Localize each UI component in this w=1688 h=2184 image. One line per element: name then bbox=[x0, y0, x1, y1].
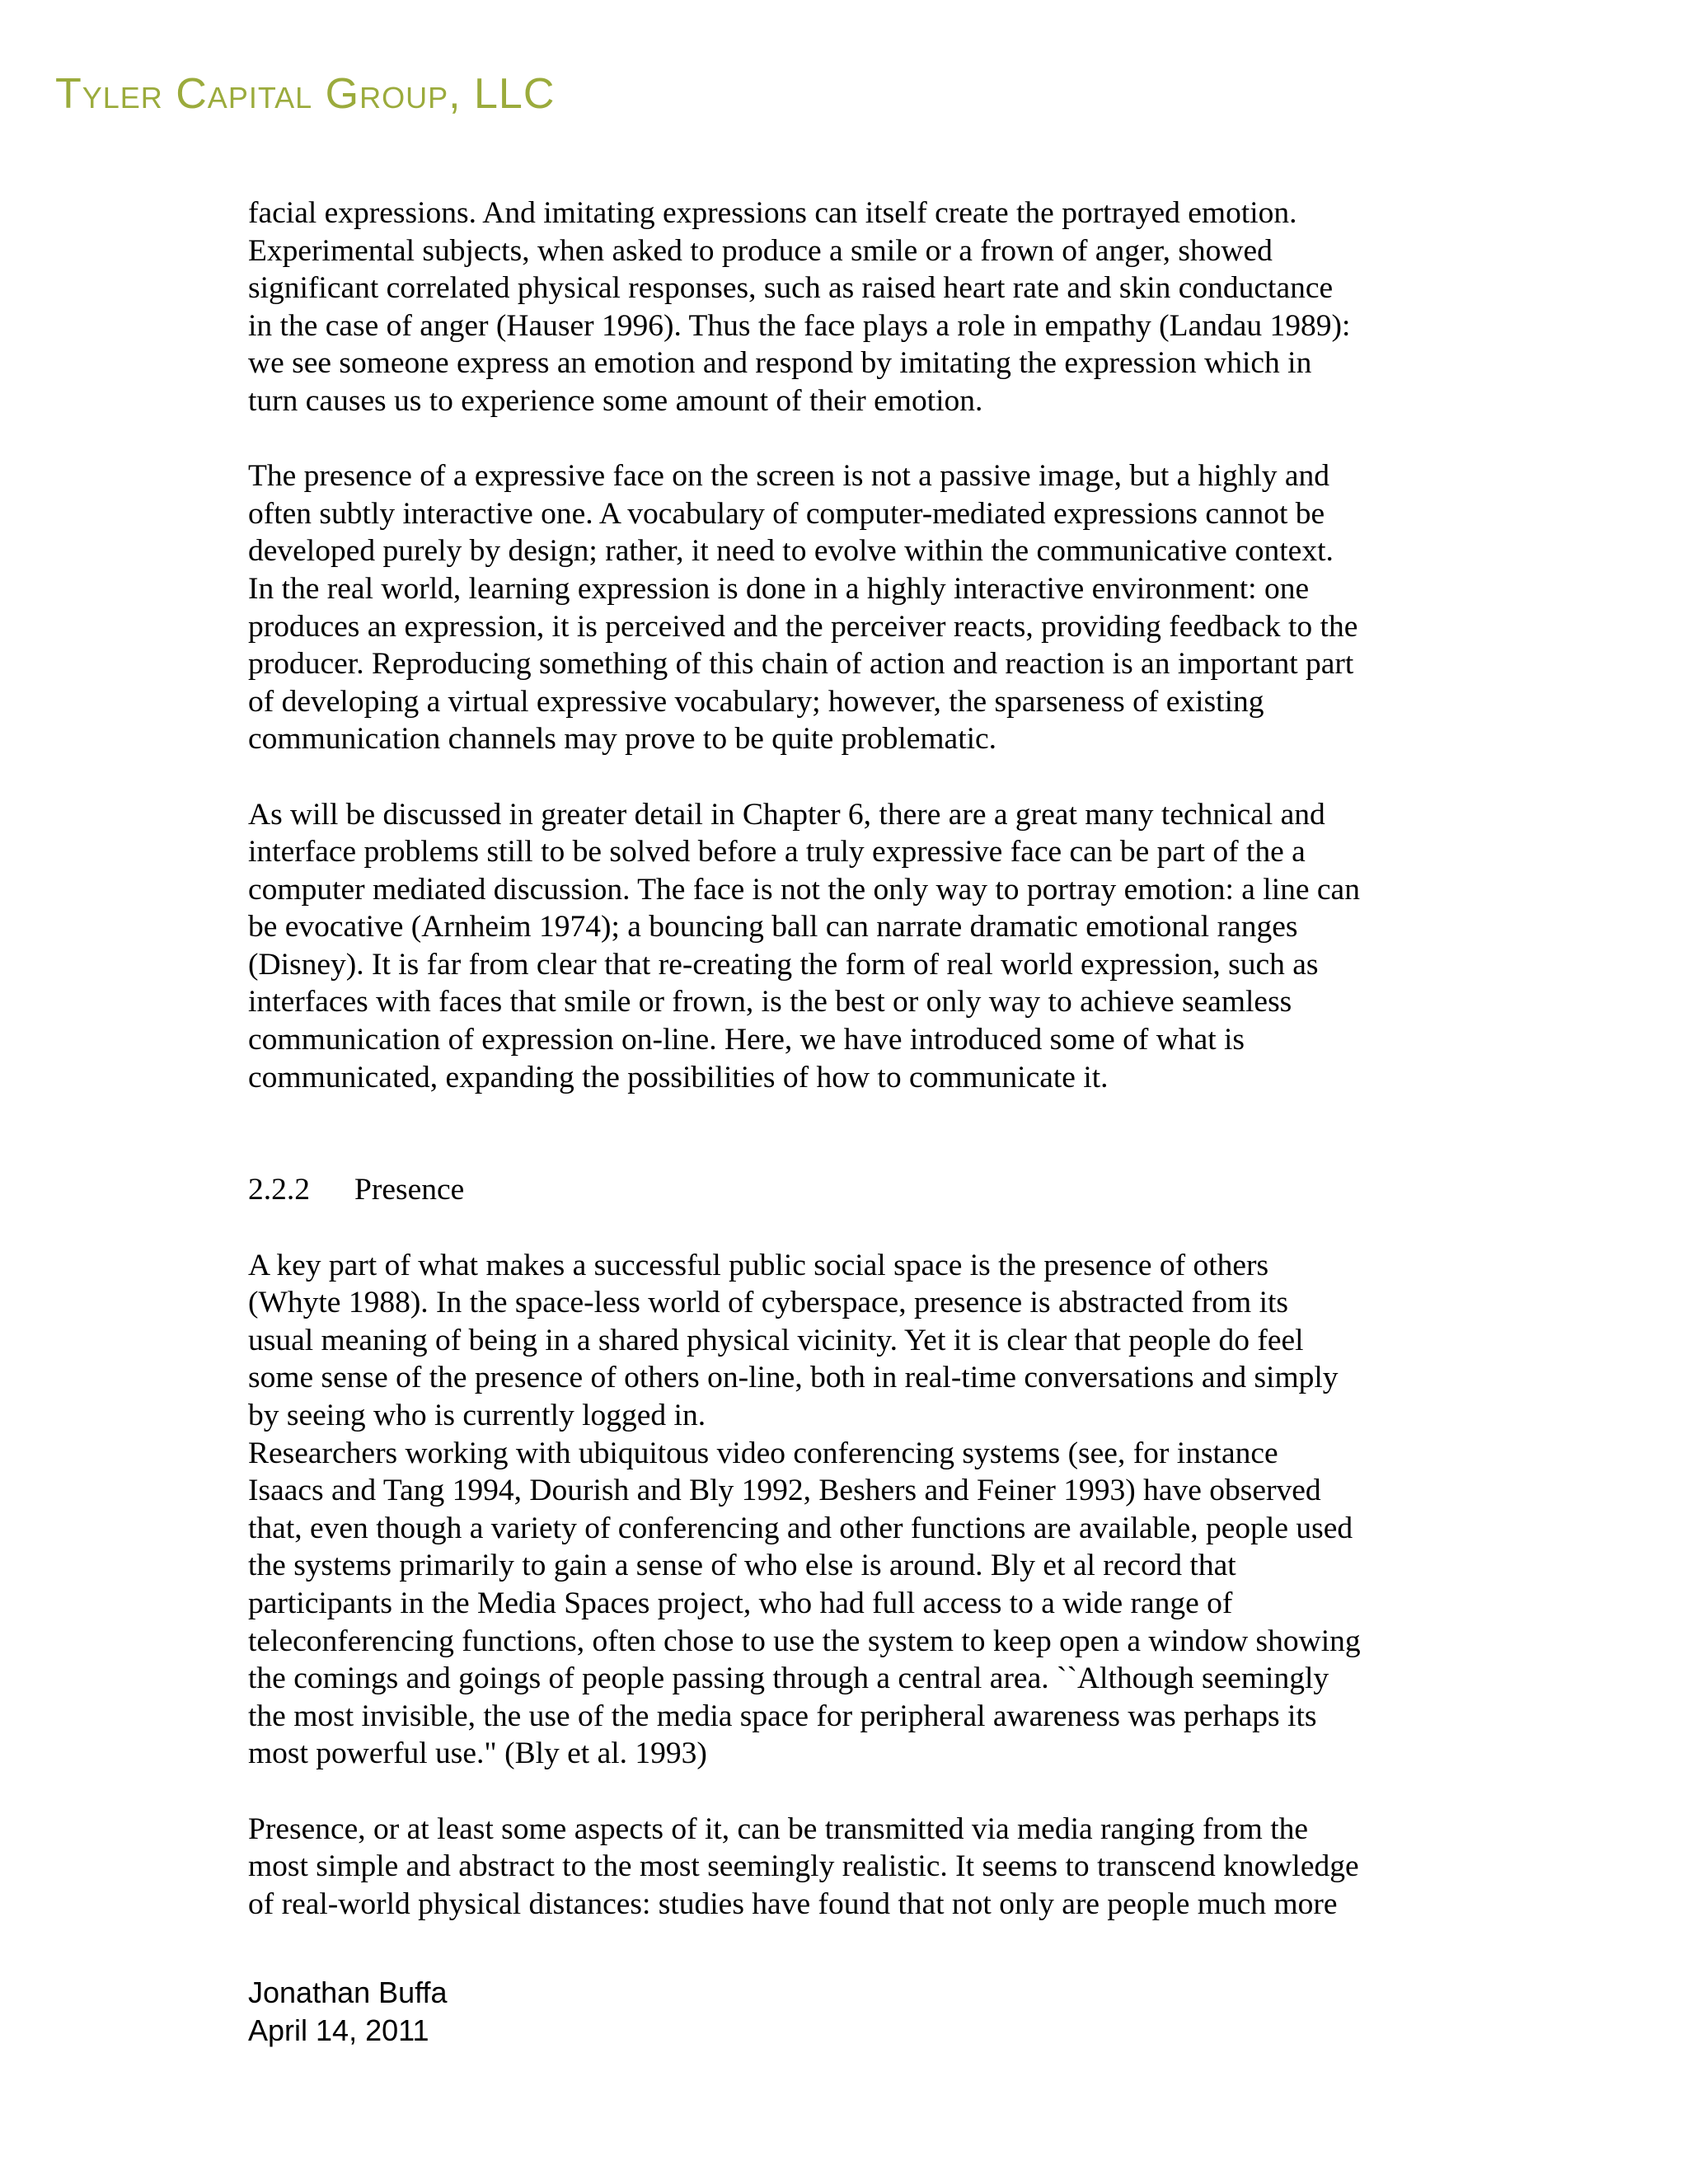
text-line: developed purely by design; rather, it need to evolve within the communicative context. bbox=[248, 534, 1334, 569]
page-footer bbox=[248, 1974, 448, 2050]
text-line: by seeing who is currently logged in. bbox=[248, 1399, 706, 1432]
paragraph-expressive-face bbox=[248, 457, 1435, 758]
text-line: interface problems still to be solved before a truly expressive face can be part of the a bbox=[248, 835, 1306, 869]
text-line: producer. Reproducing something of this chain of action and reaction is an important part bbox=[248, 647, 1354, 682]
text-line: of real-world physical distances: studies have found that not only are people much more bbox=[248, 1886, 1338, 1921]
text-line: turn causes us to experience some amount of their emotion. bbox=[248, 383, 983, 418]
section-heading bbox=[248, 1134, 1435, 1209]
text-line: In the real world, learning expression is done in a highly interactive environment: one bbox=[248, 571, 1310, 606]
text-line: in the case of anger (Hauser 1996). Thus the face plays a role in empathy (Landau 1989): bbox=[248, 308, 1351, 343]
text-line: computer mediated discussion. The face is not the only way to portray emotion: a line can bbox=[248, 872, 1360, 907]
text-line: communication of expression on-line. Here, we have introduced some of what is bbox=[248, 1023, 1245, 1057]
text-line: significant correlated physical responses, such as raised heart rate and skin conductance bbox=[248, 271, 1334, 306]
text-line: teleconferencing functions, often chose to use the system to keep open a window showing bbox=[248, 1624, 1361, 1658]
document-date: April 14, 2011 bbox=[248, 2013, 429, 2047]
text-line: A key part of what makes a successful public social space is the presence of others bbox=[248, 1248, 1269, 1282]
paragraph-video-conferencing bbox=[248, 1435, 1435, 1773]
text-line: some sense of the presence of others on-line, both in real-time conversations and simply bbox=[248, 1361, 1339, 1395]
text-line: the comings and goings of people passing through a central area. ``Although seemingly bbox=[248, 1661, 1329, 1696]
text-line: Presence, or at least some aspects of it, can be transmitted via media ranging from the bbox=[248, 1811, 1309, 1846]
text-line: often subtly interactive one. A vocabulary of computer-mediated expressions cannot be bbox=[248, 496, 1325, 531]
text-line: As will be discussed in greater detail in Chapter 6, there are a great many technical and bbox=[248, 797, 1325, 832]
paragraph-presence-intro bbox=[248, 1247, 1435, 1435]
author-name: Jonathan Buffa bbox=[248, 1975, 448, 2009]
paragraph-facial-expressions bbox=[248, 194, 1435, 420]
text-line: interfaces with faces that smile or frown, is the best or only way to achieve seamless bbox=[248, 985, 1292, 1019]
text-line: Experimental subjects, when asked to produce a smile or a frown of anger, showed bbox=[248, 233, 1273, 268]
text-line: Isaacs and Tang 1994, Dourish and Bly 1992, Beshers and Feiner 1993) have observed bbox=[248, 1474, 1321, 1508]
text-line: the most invisible, the use of the media space for peripheral awareness was perhaps its bbox=[248, 1699, 1317, 1733]
paragraph-chapter-6 bbox=[248, 796, 1435, 1097]
paragraph-presence-media bbox=[248, 1811, 1435, 1924]
text-line: (Whyte 1988). In the space-less world of cyberspace, presence is abstracted from its bbox=[248, 1286, 1289, 1320]
text-line: most powerful use." (Bly et al. 1993) bbox=[248, 1736, 707, 1771]
text-line: of developing a virtual expressive vocabulary; however, the sparseness of existing bbox=[248, 684, 1264, 719]
text-line: produces an expression, it is perceived and the perceiver reacts, providing feedback to the bbox=[248, 609, 1358, 644]
text-line: the systems primarily to gain a sense of who else is around. Bly et al record that bbox=[248, 1549, 1236, 1583]
text-line: (Disney). It is far from clear that re-creating the form of real world expression, such as bbox=[248, 947, 1319, 982]
text-line: facial expressions. And imitating expressions can itself create the portrayed emotion. bbox=[248, 196, 1297, 230]
text-line: that, even though a variety of conferencing and other functions are available, people used bbox=[248, 1511, 1353, 1545]
text-line: Researchers working with ubiquitous video conferencing systems (see, for instance bbox=[248, 1436, 1278, 1470]
document-body bbox=[248, 194, 1435, 1961]
section-title: Presence bbox=[354, 1173, 465, 1207]
text-line: communication channels may prove to be quite problematic. bbox=[248, 722, 997, 757]
text-line: The presence of a expressive face on the screen is not a passive image, but a highly and bbox=[248, 459, 1330, 494]
text-line: we see someone express an emotion and respond by imitating the expression which in bbox=[248, 346, 1312, 381]
section-number: 2.2.2 bbox=[248, 1173, 310, 1207]
text-line: participants in the Media Spaces project, who had full access to a wide range of bbox=[248, 1586, 1233, 1620]
text-line: usual meaning of being in a shared physical vicinity. Yet it is clear that people do feel bbox=[248, 1323, 1304, 1357]
text-line: communicated, expanding the possibilities of how to communicate it. bbox=[248, 1060, 1109, 1094]
text-line: be evocative (Arnheim 1974); a bouncing ball can narrate dramatic emotional ranges bbox=[248, 910, 1298, 944]
text-line: most simple and abstract to the most seemingly realistic. It seems to transcend knowledge bbox=[248, 1849, 1359, 1884]
company-header: Tyler Capital Group, LLC bbox=[55, 70, 556, 118]
